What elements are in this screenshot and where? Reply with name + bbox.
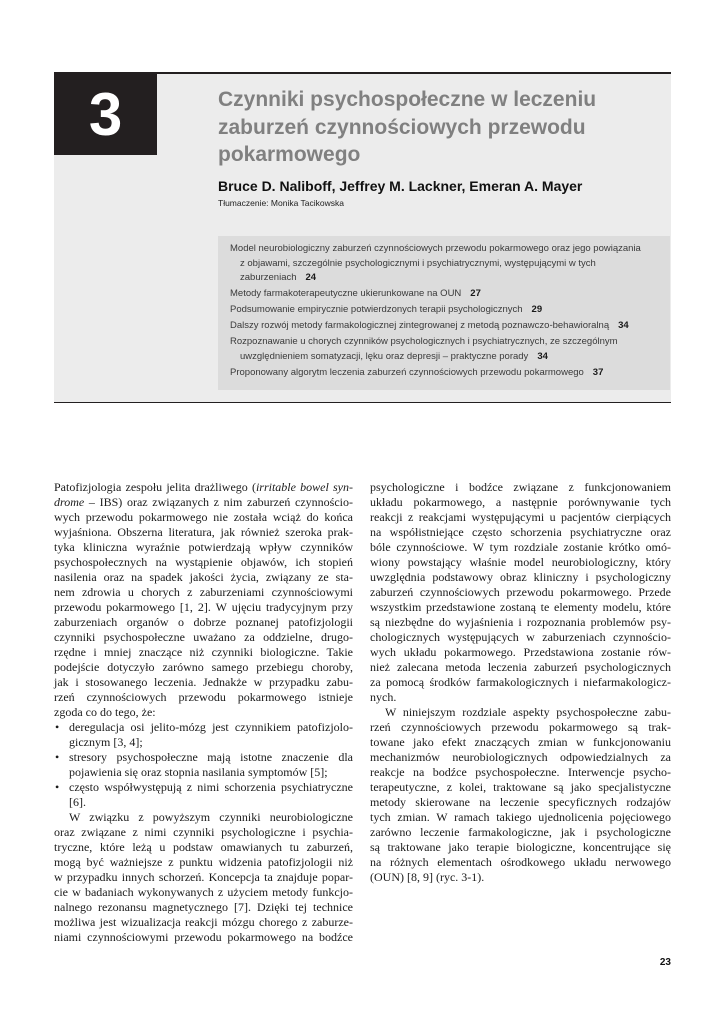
text-line: są traktowane jako terapie biologiczne, koncentrujące się: [370, 840, 671, 854]
toc-page-number: 34: [537, 350, 548, 362]
text-line: uwzględnia podstawowy obraz kliniczny i psychologiczny: [370, 570, 671, 584]
bullet-item: [54, 780, 353, 810]
text-span: Patofizjologia zespołu jelita drażliwego (: [54, 480, 256, 494]
text-line: psychologiczne i bodźce związane z funkcjonowaniem: [370, 480, 671, 494]
text-line: nem zdrowia u chorych z zaburzeniami czynnościowymi: [54, 585, 353, 599]
text-line: nież zalecana metoda leczenia zaburzeń psychologicznych: [370, 660, 671, 674]
text-line: terapeutyczne, z kolei, traktowane są jako specjalistyczne: [370, 780, 671, 794]
paragraph: [370, 705, 671, 885]
text-line: rzędne i mniej znaczące niż czynniki biologiczne. Takie: [54, 645, 353, 659]
chapter-number: 3: [54, 74, 157, 155]
text-line: nych.: [370, 690, 397, 704]
bullet-item: [54, 750, 353, 780]
text-line: chologicznych występujących w zaburzeniach czynnościo-: [370, 630, 671, 644]
text-line: deregulacja osi jelito-mózg jest czynnikiem patofizjolo-: [69, 720, 353, 734]
chapter-authors: Bruce D. Naliboff, Jeffrey M. Lackner, Emeran A. Mayer: [218, 177, 583, 194]
bullet-list: [54, 720, 353, 810]
text-line: tryczne, które leżą u podstaw omawianych tu zaburzeń,: [54, 840, 353, 854]
text-line: gicznym [3, 4];: [69, 735, 143, 749]
text-line: [54, 495, 353, 510]
bullet-item: [54, 720, 353, 750]
text-line: wyjaśniona. Obszerna literatura, jak również szeroka prak-: [54, 525, 353, 539]
text-line: psychospołecznych na wystąpienie objawów, ich stopień: [54, 555, 353, 569]
toc-entry: [230, 287, 670, 302]
chapter-title: [218, 86, 658, 169]
text-line: możliwa jest wizualizacja reakcji mózgu chorego z zaburze-: [54, 915, 353, 929]
text-line: metody skierowane na leczenie specyficznych rodzajów: [370, 795, 671, 809]
toc-entry-text: Proponowany algorytm leczenia zaburzeń czynnościowych przewodu pokarmowego: [230, 366, 584, 378]
toc-entry-text: Podsumowanie empirycznie potwierdzonych terapii psychologicznych: [230, 304, 523, 315]
chapter-header: [54, 72, 671, 403]
bullet-marker: •: [55, 780, 60, 794]
toc-entry: [230, 242, 670, 286]
text-line: niami czynnościowymi przewodu pokarmowego na bodźce: [54, 930, 353, 944]
bullet-marker: •: [55, 720, 60, 734]
toc-entry: [230, 366, 670, 381]
toc-entry: [230, 335, 670, 364]
toc-entry-last-line: [230, 303, 670, 318]
body-column-right: [370, 480, 671, 885]
italic-term: drome: [54, 495, 85, 509]
page-number: 23: [659, 957, 671, 968]
text-line: mechanizmów neurobiologicznych odpowiedzialnych za: [370, 750, 671, 764]
toc-entry-text: Model neurobiologiczny zaburzeń czynnościowych przewodu pokarmowego oraz jego powiązania: [230, 243, 641, 254]
translator-credit: Tłumaczenie: Monika Tacikowska: [218, 197, 344, 208]
toc-page-number: 29: [531, 304, 543, 315]
text-line: [6].: [69, 795, 86, 809]
toc-entry-text: Rozpoznawanie u chorych czynników psychologicznych i psychiatrycznych, ze szczególnym: [230, 336, 618, 347]
text-line: W związku z powyższym czynniki neurobiologiczne: [69, 810, 353, 824]
text-line: cie w badaniach wykonywanych z użyciem metody funkcjo-: [54, 885, 353, 899]
text-line: towane jako efekt znaczących zmian w funkcjonowaniu: [370, 735, 671, 749]
text-line: są niezbędne do wyjaśnienia i rozpoznania problemów psy-: [370, 615, 671, 629]
text-line: nalnego rezonansu magnetycznego [7]. Dzięki tej technice: [54, 900, 353, 914]
toc-page-number: 27: [470, 288, 481, 299]
text-line: pojawienia się oraz stopnia nasilania symptomów [5];: [69, 765, 328, 779]
italic-term: irritable bowel syn-: [255, 480, 353, 494]
chapter-title-line: zaburzeń czynnościowych przewodu: [218, 115, 586, 139]
text-line: wych układu pokarmowego. Przedstawiona zostanie rów-: [370, 645, 671, 659]
text-line: na różnych elementach ośrodkowego układu nerwowego: [370, 855, 671, 869]
text-line: wiony powstający właśnie model neurobiologiczny, który: [370, 555, 671, 569]
text-span: – IBS) oraz związanych z nim zaburzeń czynnościo-: [84, 495, 353, 509]
toc-entry: [230, 303, 670, 318]
text-line: zaburzeń czynnościowych przewodu pokarmowego. Przede: [370, 585, 671, 599]
text-line: w przypadku innych schorzeń. Koncepcja ta znajduje popar-: [54, 870, 353, 884]
toc-page-number: 24: [305, 272, 317, 283]
toc-entry-text: uwzględnieniem somatyzacji, lęku oraz depresji – praktyczne porady: [240, 350, 529, 362]
text-line: jak i stosowanego leczenia. Jednakże w przypadku zabu-: [54, 675, 353, 689]
toc-entry-last-line: [230, 287, 670, 302]
text-line: czynniki psychospołeczne uważano za oddzielne, drugo-: [54, 630, 353, 644]
paragraph: [370, 480, 671, 705]
toc-entry-text: Dalszy rozwój metody farmakologicznej zintegrowanej z metodą poznawczo-behawioralną: [230, 320, 610, 331]
body-column-left: [54, 480, 353, 945]
text-line: zgoda co do tego, że:: [54, 705, 156, 719]
text-line: bóle czynnościowe. W tym rozdziale zostanie krótko omó-: [370, 540, 671, 554]
chapter-title-line: Czynniki psychospołeczne w leczeniu: [218, 88, 597, 111]
text-line: rzeń czynnościowych przewodu pokarmowego istnieje: [54, 690, 353, 704]
text-line: reakcji z reakcjami występującymi u pacjentów cierpiących: [370, 510, 671, 524]
paragraph: [54, 480, 353, 720]
text-line: wych przewodu pokarmowego nie została wciąż do końca: [54, 510, 353, 524]
text-line: [54, 480, 353, 495]
toc-entry: [230, 319, 670, 334]
chapter-contents: [218, 236, 670, 390]
text-line: rzeń czynnościowych przewodu pokarmowego są trak-: [370, 720, 671, 734]
bullet-marker: •: [55, 750, 60, 764]
text-line: mogą być ważniejsze z punktu widzenia patofizjologii niż: [54, 855, 353, 869]
text-line: przewodu pokarmowego [1, 2]. W ujęciu tradycyjnym przy: [54, 600, 353, 614]
text-line: W niniejszym rozdziale aspekty psychospołeczne zabu-: [385, 705, 671, 719]
text-line: reakcje na bodźce psychospołeczne. Interwencje psycho-: [370, 765, 671, 779]
toc-page-number: 37: [592, 366, 604, 378]
toc-entry-last-line: [230, 350, 670, 365]
text-line: nasilenia oraz na spadek jakości życia, związany ze sta-: [54, 570, 353, 584]
text-line: często współwystępują z nimi schorzenia psychiatryczne: [69, 780, 353, 794]
toc-entry-text: Metody farmakoterapeutyczne ukierunkowane na OUN: [230, 288, 462, 299]
toc-entry-last-line: [230, 366, 670, 381]
chapter-title-line: pokarmowego: [218, 143, 361, 166]
text-line: na współistniejące często schorzenia psychiatryczne oraz: [370, 525, 671, 539]
text-line: tych zmian. W ramach takiego ujednolicenia pojęciowego: [370, 810, 671, 824]
text-line: zaburzeniach organów o dobrze poznanej patofizjologii: [54, 615, 353, 629]
text-line: stresory psychospołeczne mają istotne znaczenie dla: [69, 750, 353, 764]
text-line: oraz związane z nimi czynniki psychologiczne i psychia-: [54, 825, 353, 839]
text-line: zarówno leczenie farmakologiczne, jak i psychologiczne: [370, 825, 671, 839]
toc-entry-last-line: [230, 271, 670, 286]
toc-entry-last-line: [230, 319, 670, 334]
text-line: podejście dotyczyło zarówno samego przebiegu choroby,: [54, 660, 353, 674]
text-line: za pomocą środków farmakologicznych i niefarmakologicz-: [370, 675, 671, 689]
toc-entry-text: zaburzeniach: [240, 272, 297, 283]
text-line: układu pokarmowego, a następnie porównywanie tych: [370, 495, 671, 509]
text-line: wszystkim przedstawione zostaną te elementy modelu, które: [370, 600, 671, 614]
toc-page-number: 34: [618, 320, 629, 331]
text-line: tyka kliniczna wyraźnie potwierdzają wpływ czynników: [54, 540, 353, 554]
toc-entry-text: z objawami, szczególnie psychologicznymi i psychiatrycznymi, występującymi w tych: [240, 257, 596, 269]
text-line: (OUN) [8, 9] (ryc. 3-1).: [370, 870, 485, 884]
paragraph: [54, 810, 353, 945]
